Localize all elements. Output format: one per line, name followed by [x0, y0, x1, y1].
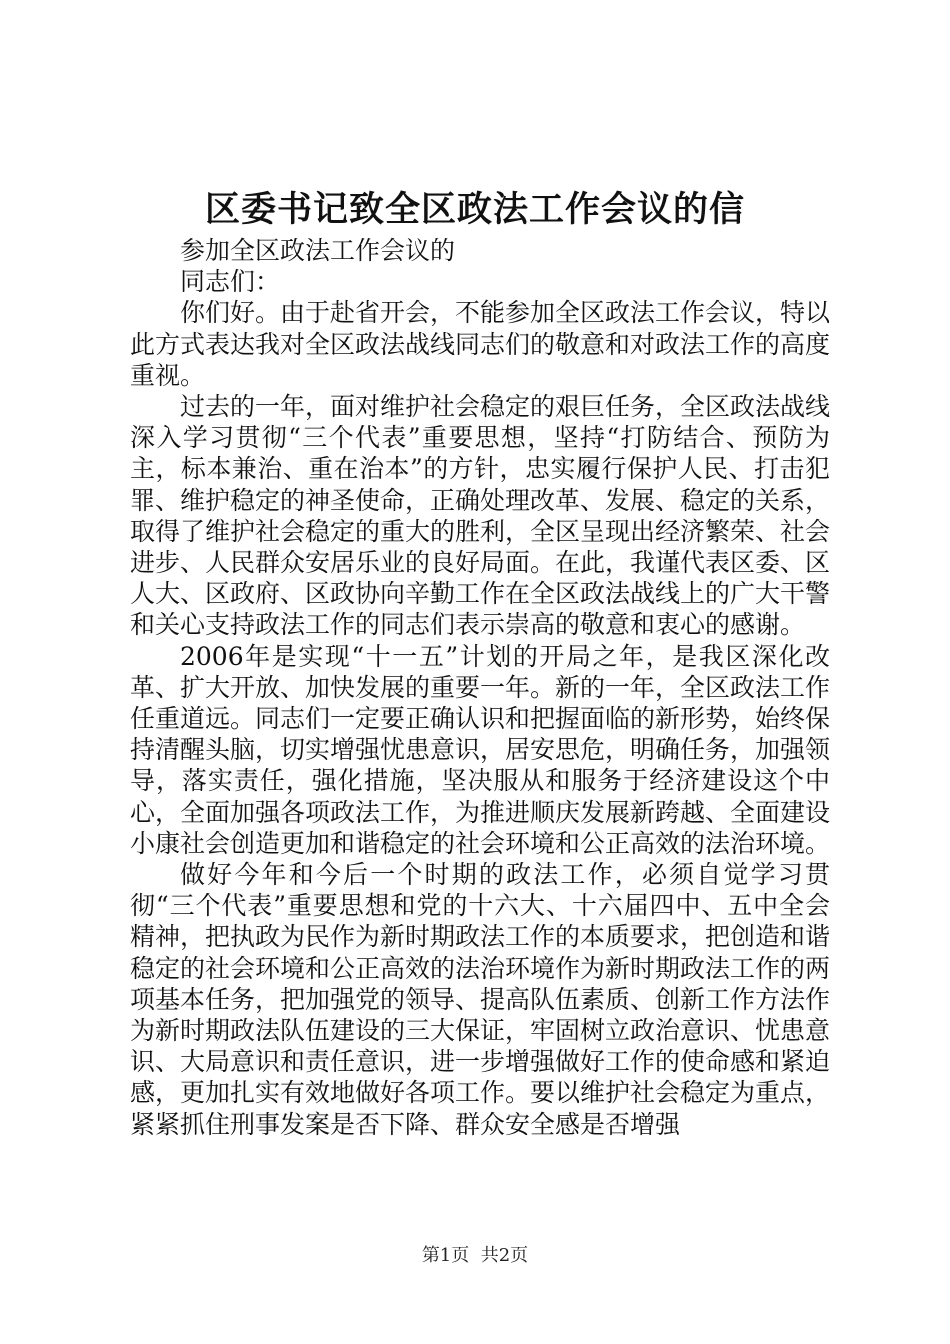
body-paragraph: 做好今年和今后一个时期的政法工作，必须自觉学习贯彻“三个代表”重要思想和党的十六大、十六届四中、五中全会精神，把执政为民作为新时期政法工作的本质要求，把创造和谐稳定的社会环境和公正高效的法治环境作为新时期政法工作的两项基本任务，把加强党的领导、提高队伍素质、创新工作方法作为新时期政法队伍建设的三大保证，牢固树立政治意识、忧患意识、大局意识和责任意识，进一步增强做好工作的使命感和紧迫感，更加扎实有效地做好各项工作。要以维护社会稳定为重点，紧紧抓住刑事发案是否下降、群众安全感是否增强	[130, 860, 831, 1139]
page-number: 第1页 共2页	[421, 1245, 529, 1266]
page-footer	[0, 1244, 950, 1268]
document-body	[130, 235, 830, 1140]
salutation-line: 同志们：	[180, 267, 281, 297]
body-paragraph: 2006年是实现“十一五”计划的开局之年，是我区深化改革、扩大开放、加快发展的重要一年。新的一年，全区政法工作任重道远。同志们一定要正确认识和把握面临的新形势，始终保持清醒头脑，切实增强忧患意识，居安思危，明确任务，加强领导，落实责任，强化措施，坚决服从和服务于经济建设这个中心，全面加强各项政法工作，为推进顺庆发展新跨越、全面建设小康社会创造更加和谐稳定的社会环境和公正高效的法治环境。	[130, 641, 831, 858]
body-paragraph: 你们好。由于赴省开会，不能参加全区政法工作会议，特以此方式表达我对全区政法战线同志们的敬意和对政法工作的高度重视。	[130, 298, 831, 390]
salutation-line: 参加全区政法工作会议的	[180, 236, 456, 265]
body-paragraph: 过去的一年，面对维护社会稳定的艰巨任务，全区政法战线深入学习贯彻“三个代表”重要思想，坚持“打防结合、预防为主，标本兼治、重在治本”的方针，忠实履行保护人民、打击犯罪、维护稳定的神圣使命，正确处理改革、发展、稳定的关系，取得了维护社会稳定的重大的胜利，全区呈现出经济繁荣、社会进步、人民群众安居乐业的良好局面。在此，我谨代表区委、区人大、区政府、区政协向辛勤工作在全区政法战线上的广大干警和关心支持政法工作的同志们表示崇高的敬意和衷心的感谢。	[130, 392, 831, 640]
document-title: 区委书记致全区政法工作会议的信	[204, 189, 745, 230]
